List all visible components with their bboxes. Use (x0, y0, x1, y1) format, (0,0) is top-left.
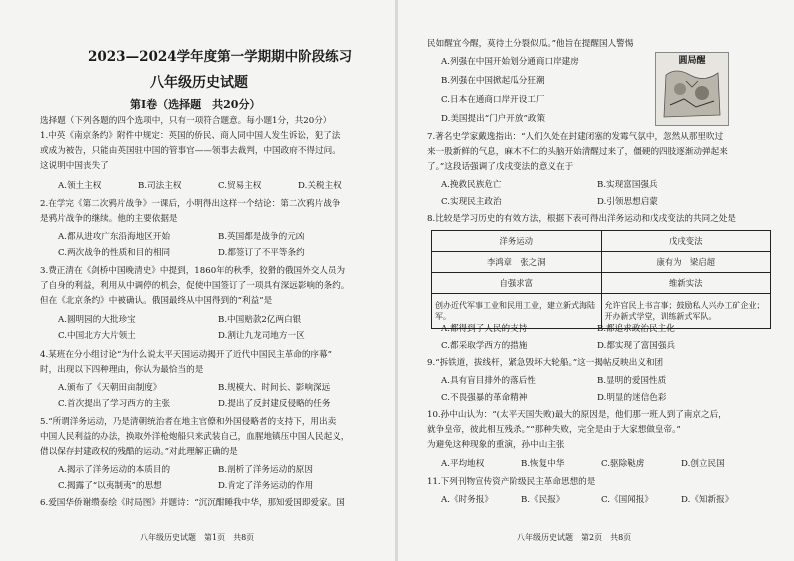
right-page (397, 0, 794, 561)
table-header: 戊戌变法 (601, 231, 771, 252)
exam-subtitle: 八年级历史试题 (150, 75, 248, 91)
question-line: 7.著名史学家戴逸指出：“人们久处在封建闭塞的发霉气氛中，忽然从那里吹过 (427, 132, 724, 142)
section-heading: 第Ⅰ卷（选择题 共20分） (130, 98, 261, 111)
table-cell: 创办近代军事工业和民用工业，建立新式海陆军。 (432, 294, 602, 329)
question-line: 8.比较是学习历史的有效方法，根据下表可得出洋务运动和戊戌变法的共同之处是 (427, 214, 736, 224)
question-line: 来一股新鲜的气息，麻木不仁的头脑开始清醒过来了，僵硬的四肢逐渐动弹起来 (427, 147, 728, 157)
option-c: C.《国闻报》 (601, 495, 653, 505)
question-line: 6.爱国华侨谢缵泰绘《时局图》并题诗：“沉沉酣睡我中华，那知爱国即爱家。国 (40, 498, 345, 508)
question-line: 10.孙中山认为：“(太平天国失败)最大的原因是，他们那一班人到了南京之后， (427, 410, 727, 420)
question-line: 为避免这种现象的重演，孙中山主张 (427, 440, 565, 450)
cartoon-image (655, 52, 729, 126)
option-c: C.日本在通商口岸开设工厂 (441, 95, 545, 105)
question-line: 3.费正清在《剑桥中国晚清史》中提到，1860年的秋季，狡猾的俄国外交人员为 (40, 266, 346, 276)
option-c: C.实现民主政治 (441, 197, 502, 207)
option-d: D.美国提出“门户开放”政策 (441, 114, 546, 124)
option-d: D.明显的迷信色彩 (597, 393, 667, 403)
page-footer: 八年级历史试题 第2页 共8页 (517, 533, 632, 542)
table-cell: 允许官民上书言事；鼓励私人兴办工矿企业；开办新式学堂，训练新式军队。 (601, 294, 771, 329)
table-cell: 李鸿章 张之洞 (432, 252, 602, 273)
option-d: D.割让九龙司地方一区 (218, 331, 305, 341)
option-a: A.平均地权 (441, 459, 485, 469)
question-line: 这说明中国丧失了 (40, 161, 109, 171)
option-a: A.都从进攻广东沿海地区开始 (58, 232, 171, 242)
question-line: 时，出现以下四种理由，你认为最恰当的是 (40, 365, 204, 375)
question-line: 4.某班在分小组讨论“为什么说太平天国运动揭开了近代中国民主革命的序幕” (40, 350, 332, 360)
question-line: 中国人民利益的办法，换取外洋枪炮船只来武装自己，血腥地镇压中国人民起义， (40, 432, 350, 442)
option-d: D.提出了反封建反侵略的任务 (218, 399, 331, 409)
table-header: 洋务运动 (432, 231, 602, 252)
question-line: 9.“拆铁道，拔线杆，紧急毁坏大轮船。”这一揭帖反映出义和团 (427, 358, 664, 368)
option-b: B.司法主权 (138, 181, 182, 191)
cartoon-caption: 圆局醒 (678, 56, 706, 66)
option-b: B.实现富国强兵 (597, 180, 658, 190)
question-line: 借以保存封建政权的残酷的运动。”对此理解正确的是 (40, 447, 238, 457)
option-a: A.领土主权 (58, 181, 102, 191)
question-line: 是鸦片战争的继续。他的主要依据是 (40, 214, 178, 224)
option-a: A.颁布了《天朝田亩制度》 (58, 383, 162, 393)
question-line: 民如醒宜今醒，莫待土分裂似瓜。”他旨在提醒国人警惕 (427, 39, 634, 49)
option-b: B.《民报》 (521, 495, 565, 505)
option-a: A.具有盲目排外的落后性 (441, 376, 536, 386)
question-line: 1.中英《南京条约》附件中规定：英国的侨民、商人同中国人发生诉讼，犯了法 (40, 131, 341, 141)
option-c: C.都采取学西方的措施 (441, 341, 528, 351)
question-line: 或成为被告，只能由英国驻中国的管事官——领事去裁判，中国政府不得过问。 (40, 146, 341, 156)
option-b: B.中国赔款2亿两白银 (218, 315, 302, 325)
option-b: B.显明的爱国性质 (597, 376, 667, 386)
option-a: A.都得到了人民的支持 (441, 324, 528, 334)
instruction-line: 选择题（下列各题的四个选项中，只有一项符合题意。每小题1分，共20分） (40, 116, 332, 126)
cartoon-drawing-icon (656, 53, 728, 125)
option-b: B.都追求政治民主化 (597, 324, 675, 334)
question-line: 5.“所谓洋务运动，乃是清朝统治者在地主官僚和外国侵略者的支持下，用出卖 (40, 417, 337, 427)
option-c: C.驱除鞑虏 (601, 459, 645, 469)
option-c: C.揭露了“以夷制夷”的思想 (58, 481, 162, 491)
option-d: D.创立民国 (681, 459, 725, 469)
exam-title: 2023—2024学年度第一学期期中阶段练习 (88, 49, 353, 65)
option-d: D.都签订了不平等条约 (218, 248, 305, 258)
option-a: A.挽救民族危亡 (441, 180, 502, 190)
question-line: 11.下列刊物宣传资产阶级民主革命思想的是 (427, 477, 596, 487)
table-row (432, 231, 771, 252)
option-b: B.剖析了洋务运动的原因 (218, 465, 313, 475)
option-c: C.两次战争的性质和目的相同 (58, 248, 171, 258)
option-a: A.列强在中国开始划分通商口岸建房 (441, 57, 579, 67)
question-line: 了自身的利益，利用从中调停的机会，促使中国签订了一项具有深远影响的条约。 (40, 281, 350, 291)
option-a: A.圆明园的大批珍宝 (58, 315, 136, 325)
table-row (432, 252, 771, 273)
option-c: C.首次提出了学习西方的主张 (58, 399, 171, 409)
option-d: D.都实现了富国强兵 (597, 341, 676, 351)
comparison-table (431, 230, 771, 329)
option-a: A.揭示了洋务运动的本质目的 (58, 465, 171, 475)
option-c: C.贸易主权 (218, 181, 262, 191)
page-footer: 八年级历史试题 第1页 共8页 (140, 533, 255, 542)
option-c: C.不畏强暴的革命精神 (441, 393, 528, 403)
option-d: D.关税主权 (298, 181, 342, 191)
table-cell: 维新实法 (601, 273, 771, 294)
table-cell: 自强求富 (432, 273, 602, 294)
option-b: B.英国都是战争的元凶 (218, 232, 305, 242)
question-line: 但在《北京条约》中被确认。俄国最终从中国得到的“利益”是 (40, 296, 273, 306)
option-c: C.中国北方大片领土 (58, 331, 136, 341)
table-cell: 康有为 梁启超 (601, 252, 771, 273)
question-line: 2.在学完《第二次鸦片战争》一课后，小明得出这样一个结论：第二次鸦片战争 (40, 199, 341, 209)
question-line: 就争皇帝，彼此相互残杀。”“那种失败，完全是由于大家想做皇帝。” (427, 425, 681, 435)
option-d: D.引领思想启蒙 (597, 197, 658, 207)
option-b: B.规模大、时间长、影响深远 (218, 383, 331, 393)
option-d: D.肯定了洋务运动的作用 (218, 481, 314, 491)
option-d: D.《知新报》 (681, 495, 734, 505)
option-b: B.列强在中国掀起瓜分狂潮 (441, 76, 545, 86)
table-row (432, 273, 771, 294)
question-line: 了。”这段话强调了戊戌变法的意义在于 (427, 162, 574, 172)
option-a: A.《时务报》 (441, 495, 493, 505)
option-b: B.恢复中华 (521, 459, 565, 469)
